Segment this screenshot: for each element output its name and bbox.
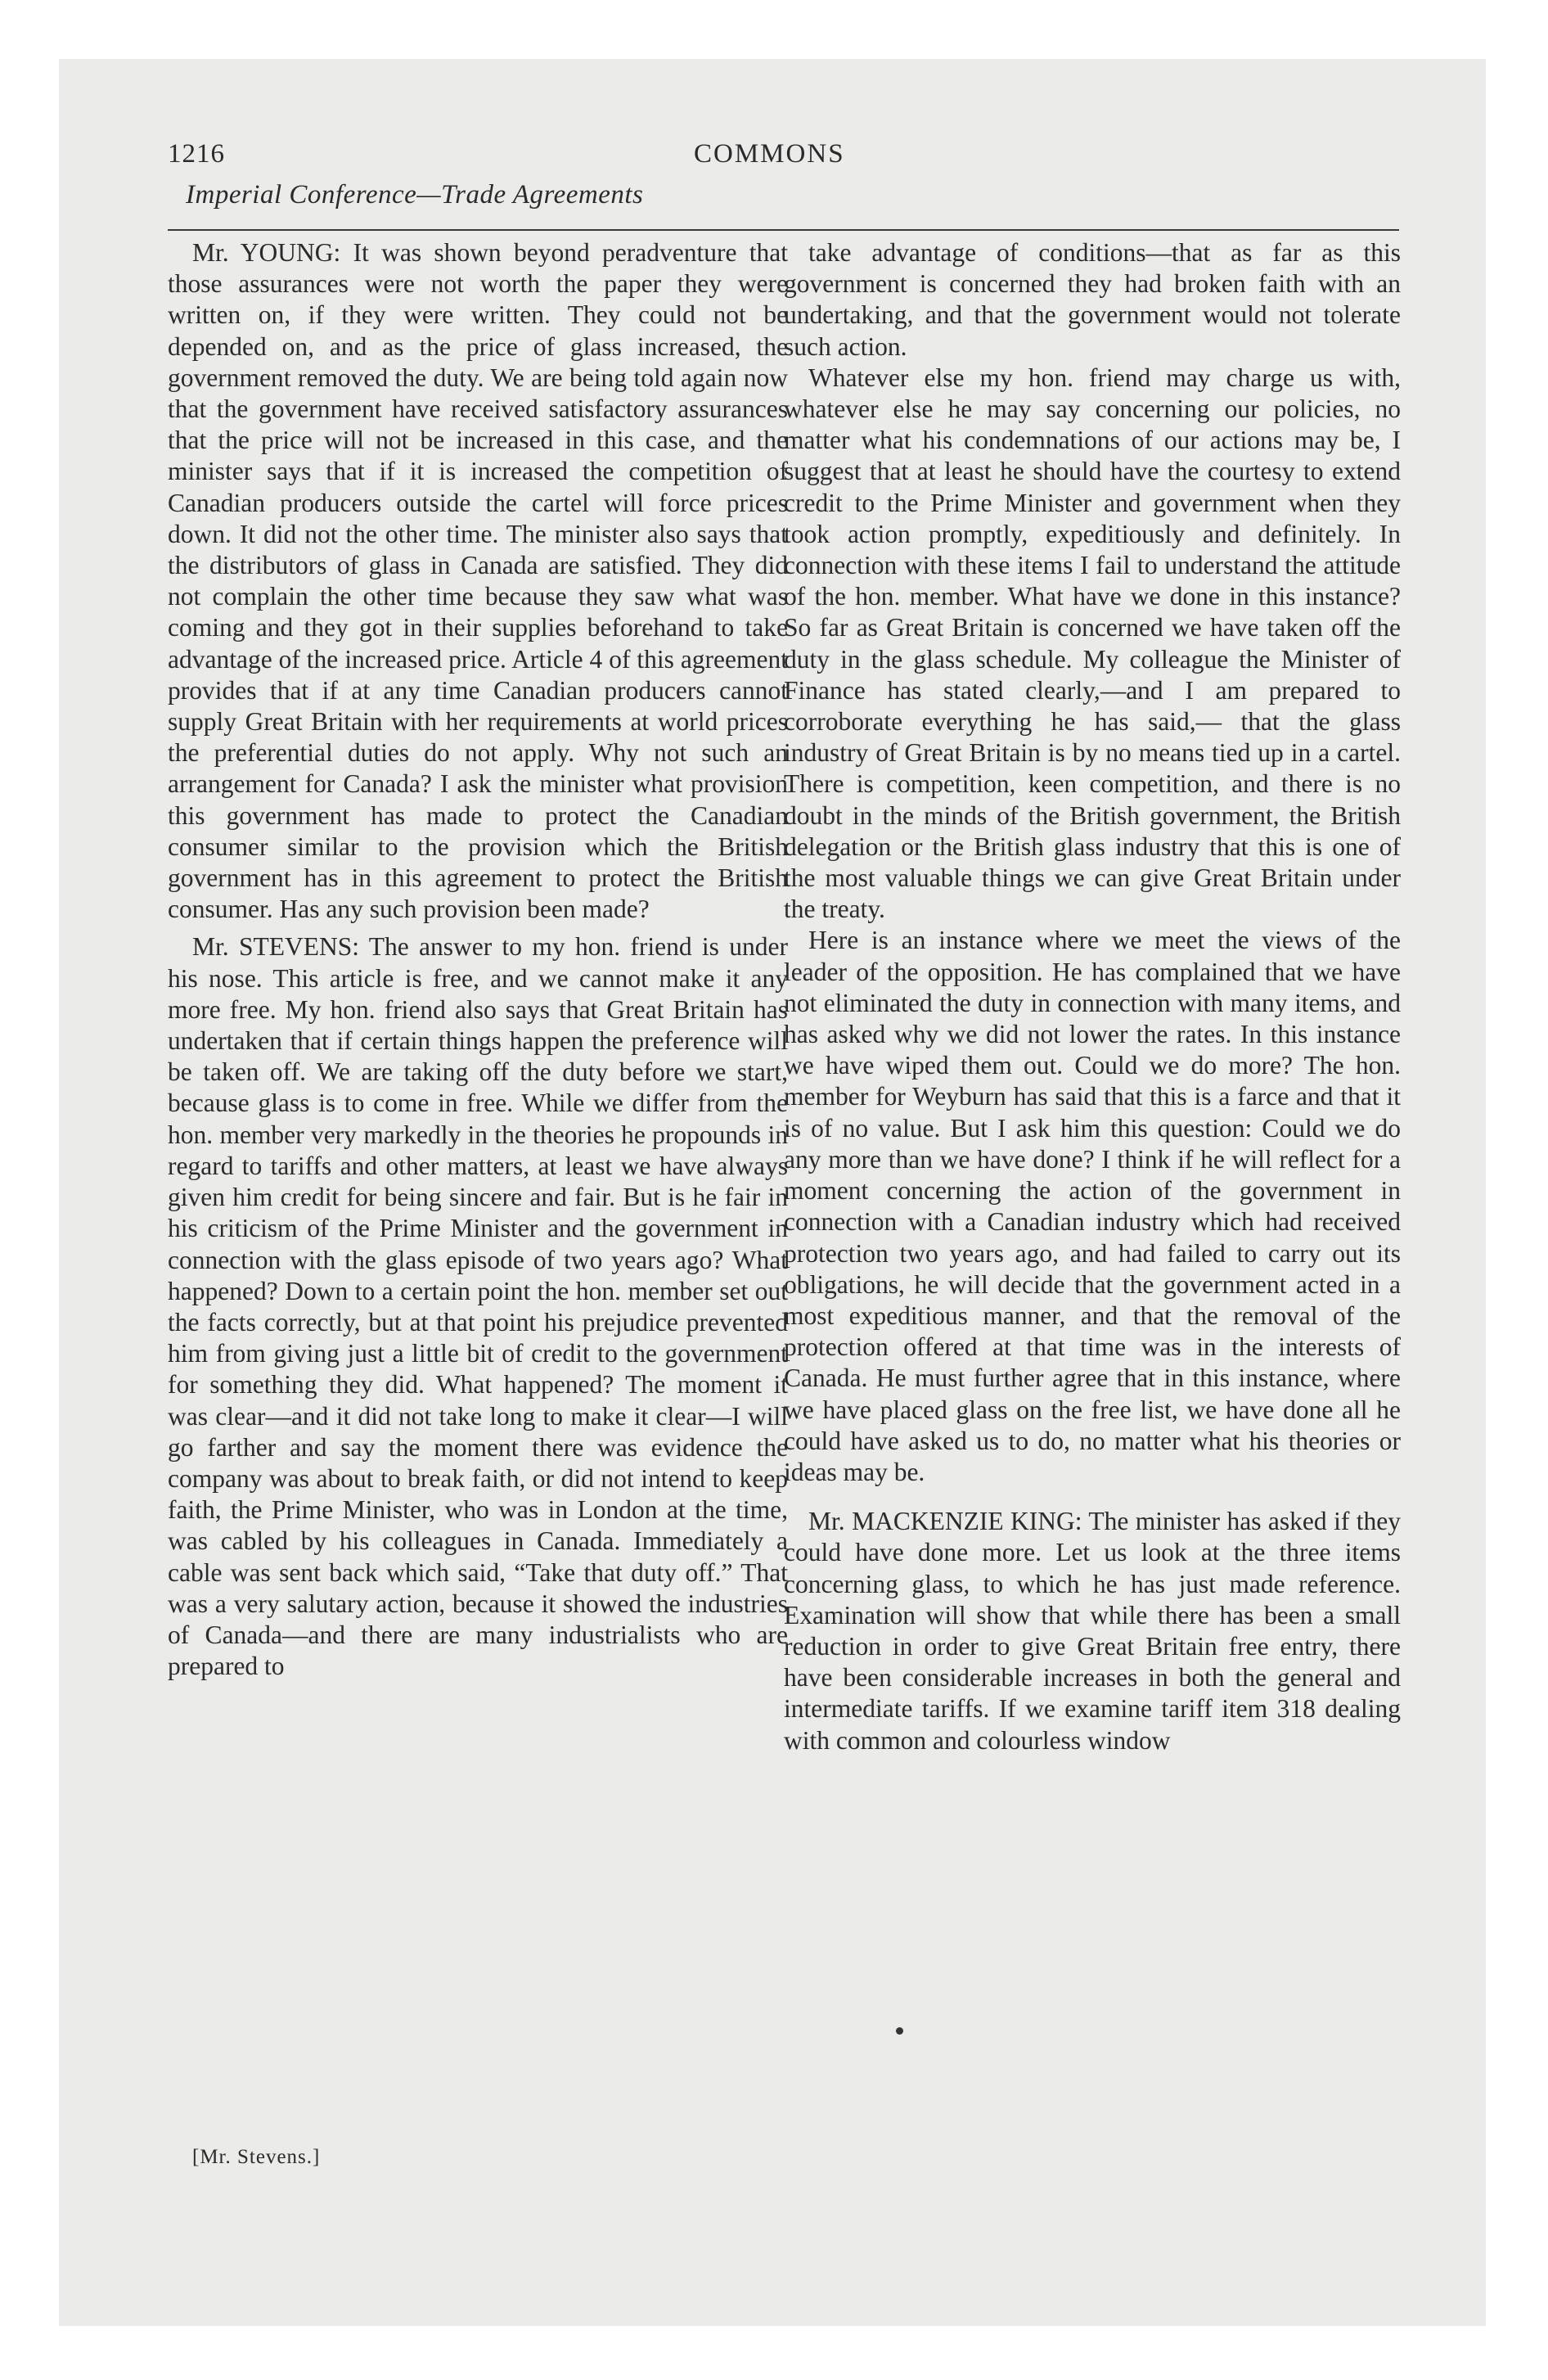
paragraph-mackenzie-king: Mr. MACKENZIE KING: The minister has asked if they could have done more. Let us look at the three items concerning glass, to which he has just made reference. Examination will show that while there has been a small reduction in order to give Great Britain free entry, there have been considerable increases in both the general and intermediate tariffs. If we examine tariff item 318 dealing with common and colourless window xyxy=(784,1507,1401,1755)
hansard-page xyxy=(168,139,1399,2234)
house-title: COMMONS xyxy=(694,139,845,169)
right-column xyxy=(784,237,1401,1756)
paragraph-whatever-else: Whatever else my hon. friend may charge us with, whatever else he may say concerning our policies, no matter what his condemnations of our actions may be, I suggest that at least he should have the courtesy to extend credit to the Prime Minister and government when they took action promptly, expeditiously and definitely. In connection with these items I fail to understand the attitude of the hon. member. What have we done in this instance? So far as Great Britain is concerned we have taken off the duty in the glass schedule. My colleague the Minister of Finance has stated clearly,—and I am prepared to corroborate everything he has said,— that the glass industry of Great Britain is by no means tied up in a cartel. There is competition, keen competition, and there is no doubt in the minds of the British government, the British delegation or the British glass industry that this is one of the most valuable things we can give Great Britain under the treaty. xyxy=(784,363,1401,924)
page-number: 1216 xyxy=(168,139,225,169)
header-rule xyxy=(168,229,1399,231)
paragraph-young: Mr. YOUNG: It was shown beyond peradventure that those assurances were not worth the paper they were written on, if they were written. They could not be depended on, and as the price of glass increased, the government removed the duty. We are being told again now that the government have received satisfactory assurances that the price will not be increased in this case, and the minister says that if it is increased the competition of Canadian producers outside the cartel will force prices down. It did not the other time. The minister also says that the distributors of glass in Canada are satisfied. They did not complain the other time because they saw what was coming and they got in their supplies beforehand to take advantage of the increased price. Article 4 of this agreement provides that if at any time Canadian producers cannot supply Great Britain with her requirements at world prices the preferential duties do not apply. Why not such an arrangement for Canada? I ask the minister what provision this government has made to protect the Canadian consumer similar to the provision which the British government has in this agreement to protect the British consumer. Has any such provision been made? xyxy=(168,238,788,924)
paragraph-continuation: take advantage of conditions—that as far as this government is concerned they had broken faith with an undertaking, and that the government would not tolerate such action. xyxy=(784,238,1401,361)
section-subtitle: Imperial Conference—Trade Agreements xyxy=(186,180,644,210)
speaker-footnote: [Mr. Stevens.] xyxy=(192,2146,321,2168)
paragraph-stevens: Mr. STEVENS: The answer to my hon. friend is under his nose. This article is free, and we cannot make it any more free. My hon. friend also says that Great Britain has undertaken that if certain things happen the preference will be taken off. We are taking off the duty before we start, because glass is to come in free. While we differ from the hon. member very markedly in the theories he propounds in regard to tariffs and other matters, at least we have always given him credit for being sincere and fair. But is he fair in his criticism of the Prime Minister and the government in connection with the glass episode of two years ago? What happened? Down to a certain point the hon. member set out the facts correctly, but at that point his prejudice prevented him from giving just a little bit of credit to the government for something they did. What happened? The moment it was clear—and it did not take long to make it clear—I will go farther and say the moment there was evidence the company was about to break faith, or did not intend to keep faith, the Prime Minister, who was in London at the time, was cabled by his colleagues in Canada. Immediately a cable was sent back which said, “Take that duty off.” That was a very salutary action, because it showed the industries of Canada—and there are many industrialists who are prepared to xyxy=(168,932,788,1681)
left-column xyxy=(168,237,788,1682)
paragraph-here-is-an-instance: Here is an instance where we meet the views of the leader of the opposition. He has complained that we have not eliminated the duty in connection with many items, and has asked why we did not lower the rates. In this instance we have wiped them out. Could we do more? The hon. member for Weyburn has said that this is a farce and that it is of no value. But I ask him this question: Could we do any more than we have done? I think if he will reflect for a moment concerning the action of the government in connection with a Canadian industry which had received protection two years ago, and had failed to carry out its obligations, he will decide that the government acted in a most expeditious manner, and that the removal of the protection offered at that time was in the interests of Canada. He must further agree that in this instance, where we have placed glass on the free list, we have done all he could have asked us to do, no matter what his theories or ideas may be. xyxy=(784,926,1401,1486)
running-header xyxy=(168,139,1399,182)
print-speck xyxy=(896,2027,903,2035)
